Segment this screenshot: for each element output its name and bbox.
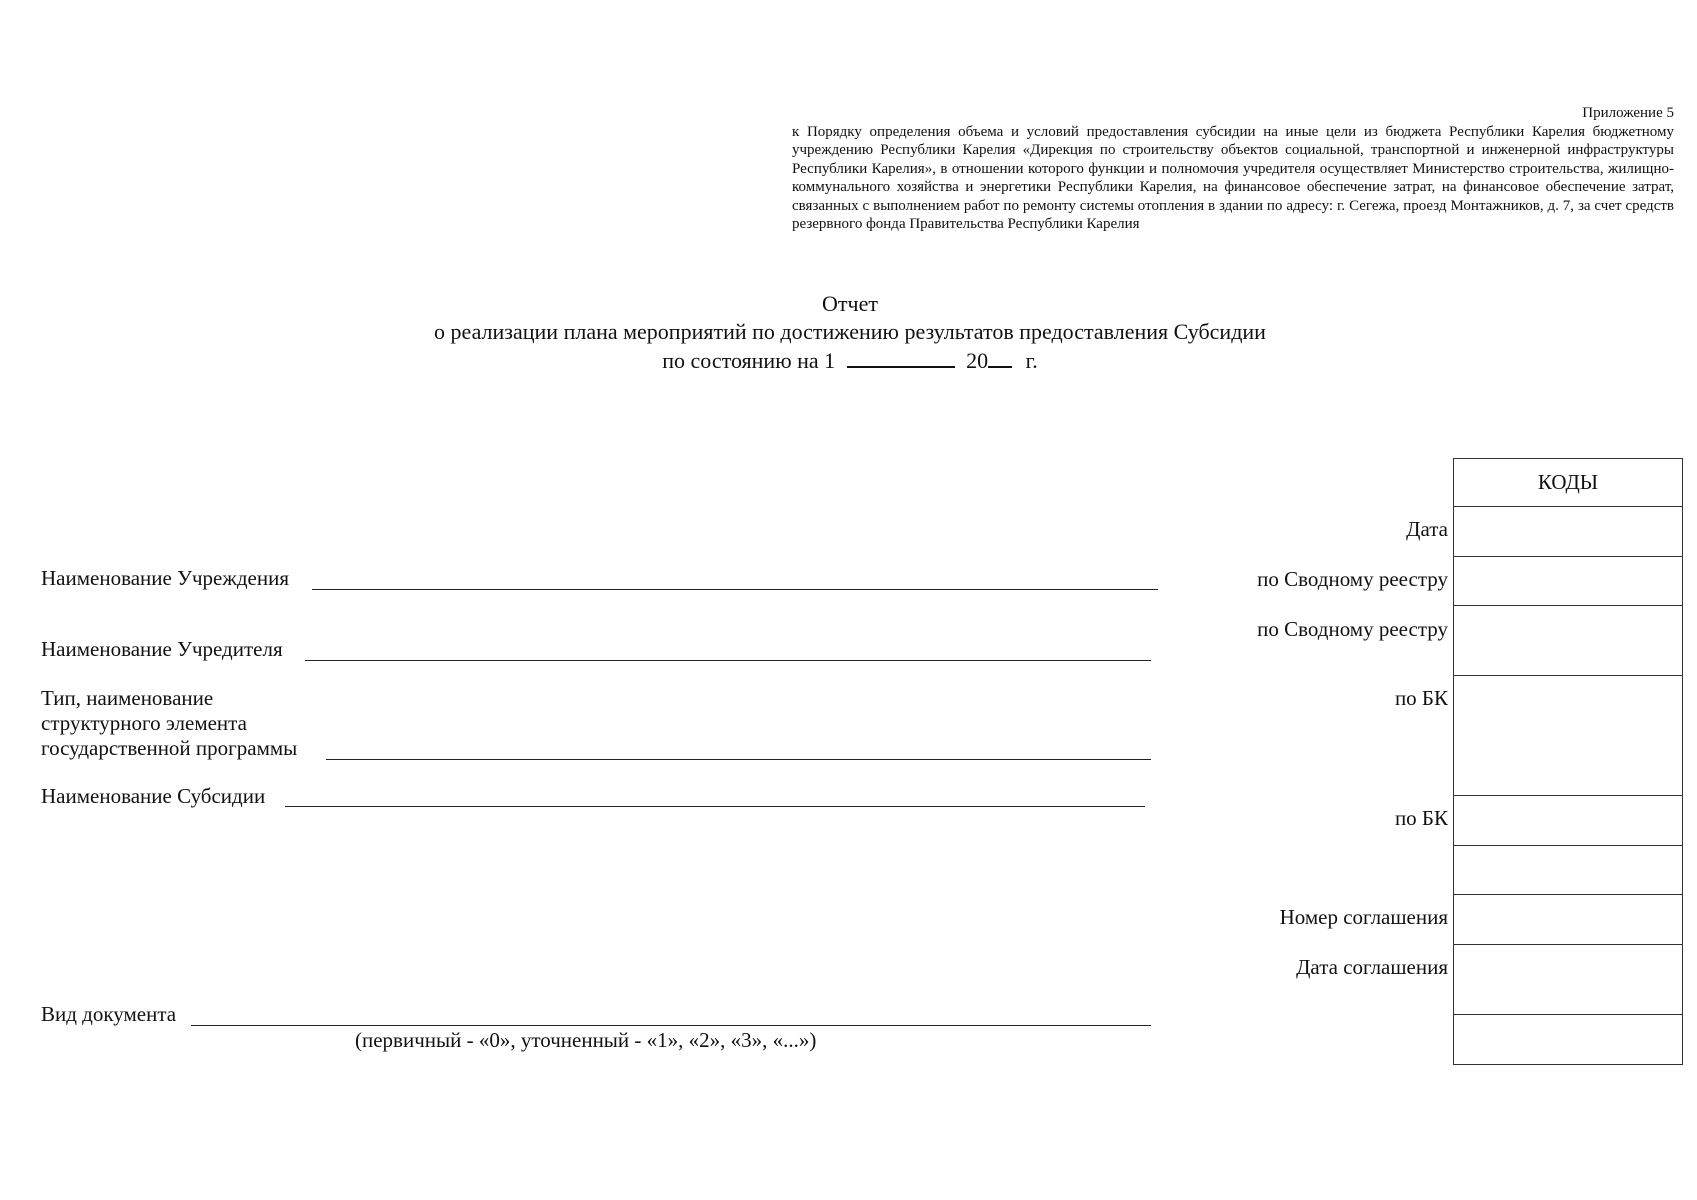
- codes-header-row: [1454, 459, 1683, 507]
- code-label-registry-1: по Сводному реестру: [1257, 567, 1448, 591]
- report-subtitle: о реализации плана мероприятий по достижению результатов предоставления Субсидии: [434, 319, 1266, 344]
- report-month-blank[interactable]: [847, 346, 955, 368]
- program-label-line3: государственной программы: [41, 736, 298, 760]
- code-cell-bk-1-row: [1454, 676, 1683, 796]
- code-cell-doc-type[interactable]: [1454, 1015, 1683, 1065]
- code-cell-bk-1[interactable]: [1454, 676, 1683, 796]
- program-line[interactable]: [326, 759, 1151, 760]
- report-date-suffix: г.: [1025, 348, 1038, 373]
- report-date-line: [0, 346, 1697, 375]
- program-label-line2: структурного элемента: [41, 711, 247, 735]
- appendix-title: Приложение 5: [1582, 105, 1674, 121]
- doc-type-label: Вид документа: [41, 1002, 177, 1026]
- appendix-text: к Порядку определения объема и условий предоставления субсидии на иные цели из бюджета Республики Карелия бюджетному учреждению Республики Карелия «Дирекция по строительству объектов социальной, транспортной и инженерной инфраструктуры Республики Карелия», в отношении которого функции и полномочия учредителя осуществляет Министерство строительства, жилищно-коммунального хозяйства и энергетики Республики Карелия, на финансовое обеспечение затрат, на финансовое обеспечение затрат, связанных с выполнением работ по ремонту системы отопления в здании по адресу: г. Сегежа, проезд Монтажников, д. 7, за счет средств резервного фонда Правительства Республики Карелия: [792, 123, 1674, 232]
- subsidy-label: Наименование Субсидии: [41, 784, 266, 808]
- code-cell-registry-2[interactable]: [1454, 606, 1683, 676]
- code-label-registry-2: по Сводному реестру: [1257, 617, 1448, 641]
- founder-line[interactable]: [305, 660, 1151, 661]
- subsidy-line[interactable]: [285, 806, 1145, 807]
- code-cell-extra-row: [1454, 846, 1683, 895]
- code-cell-agreement-number[interactable]: [1454, 895, 1683, 945]
- code-cell-agreement-date-row: [1454, 945, 1683, 1015]
- code-cell-extra[interactable]: [1454, 846, 1683, 895]
- code-cell-registry-1-row: [1454, 557, 1683, 606]
- code-label-agreement-number: Номер соглашения: [1279, 905, 1448, 929]
- program-label-line1: Тип, наименование: [41, 686, 214, 710]
- appendix-block: [792, 104, 1674, 234]
- code-cell-doc-type-row: [1454, 1015, 1683, 1065]
- code-label-date: Дата: [1406, 517, 1448, 541]
- codes-header: КОДЫ: [1454, 459, 1683, 507]
- doc-type-line[interactable]: [191, 1025, 1151, 1026]
- institution-label: Наименование Учреждения: [41, 566, 289, 590]
- institution-line[interactable]: [312, 589, 1158, 590]
- code-label-bk-1: по БК: [1394, 686, 1448, 710]
- codes-table: [1453, 458, 1683, 1065]
- doc-type-hint: (первичный - «0», уточненный - «1», «2», «3», «...»): [355, 1028, 817, 1052]
- code-cell-registry-1[interactable]: [1454, 557, 1683, 606]
- code-cell-registry-2-row: [1454, 606, 1683, 676]
- report-year-prefix: 20: [966, 348, 989, 373]
- report-date-prefix: по состоянию на 1: [662, 348, 836, 373]
- report-title: Отчет: [822, 291, 878, 316]
- report-year-blank[interactable]: [988, 346, 1012, 368]
- code-cell-date-row: [1454, 507, 1683, 557]
- founder-label: Наименование Учредителя: [41, 637, 283, 661]
- program-label: [41, 686, 297, 761]
- code-cell-agreement-date[interactable]: [1454, 945, 1683, 1015]
- report-title-block: [0, 290, 1697, 375]
- code-cell-bk-2[interactable]: [1454, 796, 1683, 846]
- code-label-agreement-date: Дата соглашения: [1296, 955, 1448, 979]
- code-label-bk-2: по БК: [1394, 806, 1448, 830]
- code-cell-date[interactable]: [1454, 507, 1683, 557]
- code-cell-agreement-number-row: [1454, 895, 1683, 945]
- code-cell-bk-2-row: [1454, 796, 1683, 846]
